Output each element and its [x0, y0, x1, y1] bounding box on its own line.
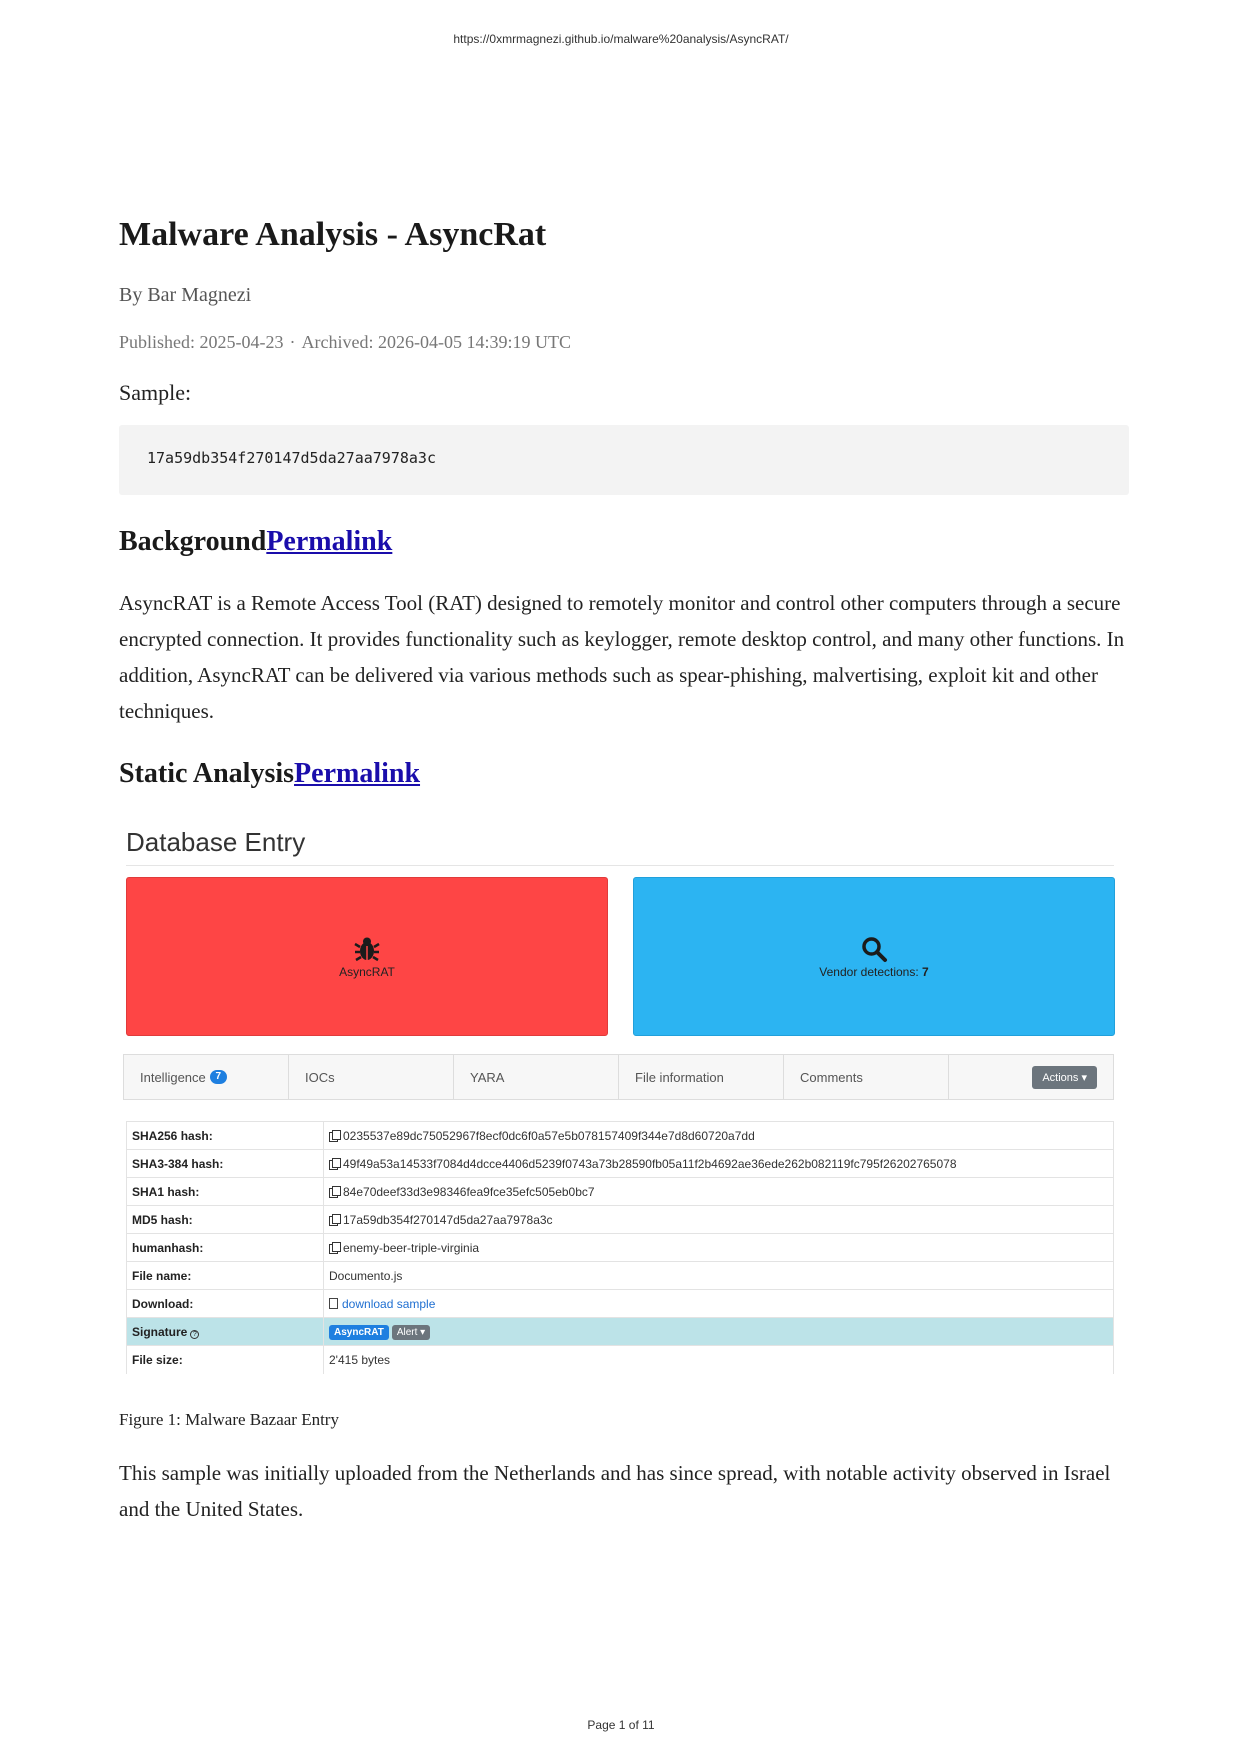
signature-key: Signature [132, 1324, 188, 1339]
vendor-detections-tile [633, 877, 1115, 1036]
background-paragraph: AsyncRAT is a Remote Access Tool (RAT) designed to remotely monitor and control other computers through a secure encrypted connection. It provides functionality such as keylogger, remote desktop control, and many other functions. In addition, AsyncRAT can be delivered via various methods such as spear-phishing, malvertising, exploit kit and other techniques. [119, 591, 1125, 723]
vendor-detections-label [819, 965, 928, 979]
md5-cell [324, 1206, 1114, 1234]
sha1-cell [324, 1178, 1114, 1206]
humanhash-value: enemy-beer-triple-virginia [343, 1240, 480, 1255]
table-row [127, 1262, 1114, 1290]
table-row [127, 1150, 1114, 1178]
signature-key-cell [127, 1318, 324, 1346]
intelligence-count-badge: 7 [210, 1070, 227, 1084]
download-sample-link[interactable]: download sample [342, 1296, 436, 1311]
static-analysis-heading-text: Static Analysis [119, 758, 295, 789]
published-date: Published: 2025-04-23 [119, 332, 284, 352]
entry-tabs [123, 1054, 1114, 1100]
filesize-value: 2'415 bytes [324, 1346, 1114, 1374]
md5-key: MD5 hash: [127, 1206, 324, 1234]
copy-icon[interactable] [329, 1186, 339, 1197]
download-cell [324, 1290, 1114, 1318]
actions-dropdown-button[interactable]: Actions ▾ [1032, 1066, 1097, 1089]
sha1-key: SHA1 hash: [127, 1178, 324, 1206]
sha256-cell [324, 1122, 1114, 1150]
tab-intelligence-label: Intelligence [140, 1069, 206, 1085]
md5-value: 17a59db354f270147d5da27aa7978a3c [343, 1212, 553, 1227]
signature-cell [324, 1318, 1114, 1346]
search-icon [860, 935, 888, 963]
copy-icon[interactable] [329, 1242, 339, 1253]
tab-yara[interactable]: YARA [454, 1055, 619, 1099]
byline: By Bar Magnezi [119, 284, 252, 306]
background-heading-text: Background [119, 526, 267, 557]
background-heading [119, 525, 1129, 559]
database-entry-title: Database Entry [126, 827, 306, 857]
sha1-value: 84e70deef33d3e98346fea9fce35efc505eb0bc7 [343, 1184, 595, 1199]
actions-container [949, 1055, 1113, 1099]
download-key: Download: [127, 1290, 324, 1318]
alert-dropdown-button[interactable]: Alert ▾ [392, 1325, 430, 1340]
page-title: Malware Analysis - AsyncRat [119, 216, 547, 253]
table-row [127, 1122, 1114, 1150]
copy-icon[interactable] [329, 1130, 339, 1141]
signature-row [127, 1318, 1114, 1346]
vendor-detections-count: 7 [922, 964, 929, 979]
sample-label: Sample: [119, 380, 192, 405]
hash-info-table [126, 1121, 1114, 1374]
signature-tag[interactable]: AsyncRAT [329, 1325, 389, 1340]
copy-icon[interactable] [329, 1214, 339, 1225]
table-row [127, 1290, 1114, 1318]
closing-paragraph: This sample was initially uploaded from the Netherlands and has since spread, with notable activity observed in Israel and the United States. [119, 1461, 1111, 1521]
meta-separator: · [289, 332, 296, 352]
filename-value: Documento.js [324, 1262, 1114, 1290]
publish-meta [119, 330, 1129, 354]
signature-tile-label: AsyncRAT [339, 964, 395, 979]
archived-date: Archived: 2026-04-05 14:39:19 UTC [301, 332, 571, 352]
divider [126, 865, 1114, 866]
filename-key: File name: [127, 1262, 324, 1290]
bug-icon [353, 935, 381, 963]
table-row [127, 1346, 1114, 1374]
sample-hash-code: 17a59db354f270147d5da27aa7978a3c [119, 425, 1129, 495]
static-analysis-permalink[interactable]: Permalink [294, 758, 421, 789]
tab-comments[interactable]: Comments [784, 1055, 949, 1099]
copy-icon[interactable] [329, 1158, 339, 1169]
article [119, 210, 1129, 1527]
sha3-cell [324, 1150, 1114, 1178]
sha3-key: SHA3-384 hash: [127, 1150, 324, 1178]
table-row [127, 1234, 1114, 1262]
malware-bazaar-screenshot [119, 817, 1129, 1395]
tab-intelligence[interactable] [124, 1055, 289, 1099]
figure-caption: Figure 1: Malware Bazaar Entry [119, 1410, 339, 1429]
page-url-header: https://0xmrmagnezi.github.io/malware%20analysis/AsyncRAT/ [453, 32, 789, 46]
humanhash-cell [324, 1234, 1114, 1262]
filesize-key: File size: [127, 1346, 324, 1374]
tab-iocs[interactable]: IOCs [289, 1055, 454, 1099]
sha3-value: 49f49a53a14533f7084d4dcce4406d5239f0743a73b28590fb05a11f2b4692ae36ede262b082119fc795f26202765078 [343, 1156, 957, 1171]
help-icon[interactable]: ? [190, 1330, 199, 1339]
tab-file-information[interactable]: File information [619, 1055, 784, 1099]
background-permalink[interactable]: Permalink [266, 526, 393, 557]
sha256-key: SHA256 hash: [127, 1122, 324, 1150]
humanhash-key: humanhash: [127, 1234, 324, 1262]
file-download-icon [329, 1298, 338, 1309]
signature-tile [126, 877, 608, 1036]
vendor-detections-text: Vendor detections: [819, 964, 919, 979]
sha256-value: 0235537e89dc75052967f8ecf0dc6f0a57e5b078157409f344e7d8d60720a7dd [343, 1128, 755, 1143]
page-number: Page 1 of 11 [587, 1718, 655, 1732]
table-row [127, 1178, 1114, 1206]
static-analysis-heading [119, 757, 1129, 791]
table-row [127, 1206, 1114, 1234]
